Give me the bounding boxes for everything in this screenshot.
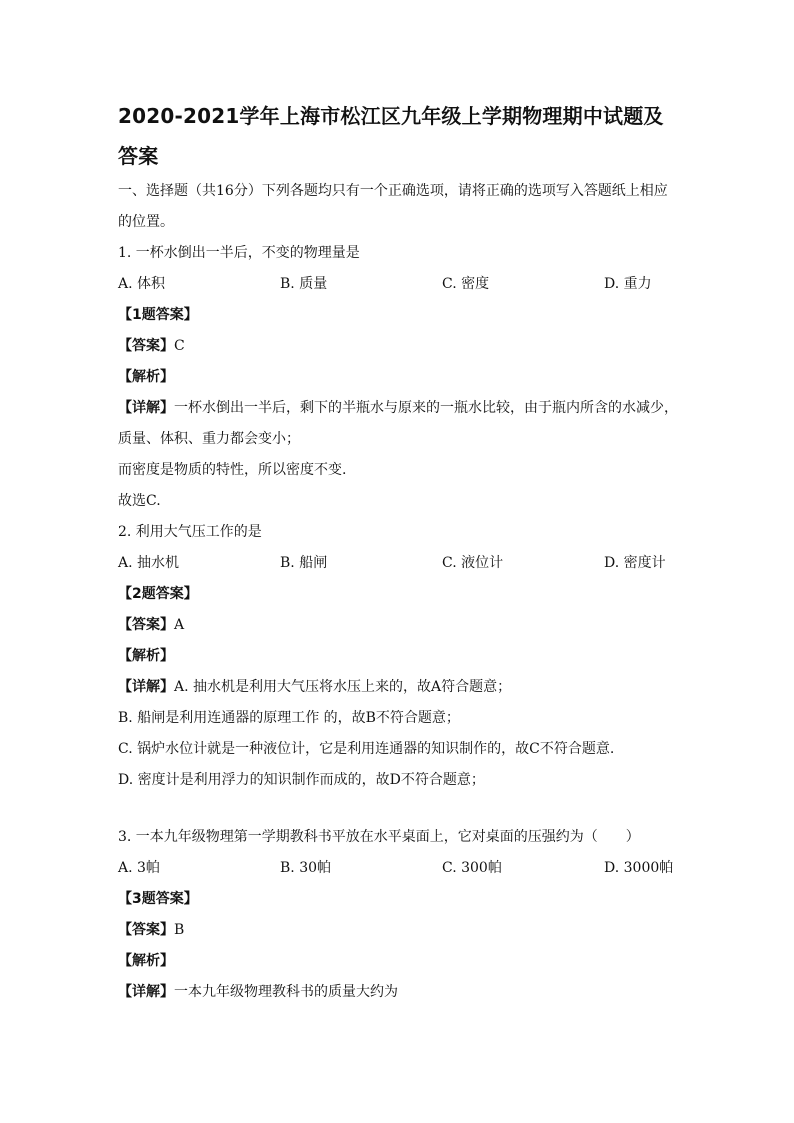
- option-d: D. 3000帕: [604, 860, 674, 876]
- answer-line: [118, 610, 680, 641]
- detail-line: D. 密度计是利用浮力的知识制作而成的，故D不符合题意；: [118, 772, 485, 788]
- question-1: [118, 238, 680, 517]
- answer-line: [118, 915, 680, 946]
- analysis-label: 【解析】: [118, 369, 174, 385]
- detail-text: A. 抽水机是利用大气压将水压上来的，故A符合题意；: [174, 679, 512, 695]
- answer-value: C: [174, 338, 185, 354]
- option-a: A. 3帕: [118, 860, 160, 876]
- option-b: B. 30帕: [280, 860, 332, 876]
- document-title: 2020-2021学年上海市松江区九年级上学期物理期中试题及答案: [118, 104, 664, 168]
- detail-label: 【详解】: [118, 400, 174, 416]
- detail-label: 【详解】: [118, 679, 174, 695]
- option-b: B. 船闸: [280, 555, 328, 571]
- answer-tag: 【3题答案】: [118, 891, 198, 907]
- question-options: [118, 853, 680, 884]
- question-stem: 2. 利用大气压工作的是: [118, 524, 262, 540]
- document-page: [118, 96, 680, 1008]
- detail-line: [118, 393, 680, 455]
- question-options: [118, 269, 680, 300]
- answer-value: B: [174, 922, 185, 938]
- question-stem: 3. 一本九年级物理第一学期教科书平放在水平桌面上，它对桌面的压强约为（ ）: [118, 829, 640, 845]
- question-3: [118, 822, 680, 1008]
- option-d: D. 重力: [604, 276, 652, 292]
- option-b: B. 质量: [280, 276, 328, 292]
- answer-tag: 【2题答案】: [118, 586, 198, 602]
- answer-tag: 【1题答案】: [118, 307, 198, 323]
- detail-line: 而密度是物质的特性，所以密度不变.: [118, 462, 347, 478]
- detail-text: 一杯水倒出一半后，剩下的半瓶水与原来的一瓶水比较，由于瓶内所含的水减少，质量、体积、重力都会变小；: [118, 400, 678, 447]
- answer-line: [118, 331, 680, 362]
- detail-line: B. 船闸是利用连通器的原理工作 的，故B不符合题意；: [118, 710, 460, 726]
- detail-line: [118, 672, 680, 703]
- detail-line: [118, 977, 680, 1008]
- option-c: C. 300帕: [442, 860, 502, 876]
- question-stem: 1. 一杯水倒出一半后，不变的物理量是: [118, 245, 360, 261]
- detail-line: C. 锅炉水位计就是一种液位计，它是利用连通器的知识制作的，故C不符合题意.: [118, 741, 615, 757]
- answer-label: 【答案】: [118, 338, 174, 354]
- question-2: [118, 517, 680, 796]
- question-options: [118, 548, 680, 579]
- detail-label: 【详解】: [118, 984, 174, 1000]
- analysis-label: 【解析】: [118, 953, 174, 969]
- option-c: C. 液位计: [442, 555, 504, 571]
- spacer: [118, 796, 680, 822]
- answer-value: A: [174, 617, 185, 633]
- detail-line: 故选C.: [118, 493, 161, 509]
- option-a: A. 抽水机: [118, 555, 180, 571]
- analysis-label: 【解析】: [118, 648, 174, 664]
- option-a: A. 体积: [118, 276, 166, 292]
- section-instructions: 一、选择题（共16分）下列各题均只有一个正确选项，请将正确的选项写入答题纸上相应的位置。: [118, 183, 668, 230]
- option-d: D. 密度计: [604, 555, 666, 571]
- detail-text: 一本九年级物理教科书的质量大约为: [174, 984, 398, 1000]
- option-c: C. 密度: [442, 276, 490, 292]
- answer-label: 【答案】: [118, 922, 174, 938]
- answer-label: 【答案】: [118, 617, 174, 633]
